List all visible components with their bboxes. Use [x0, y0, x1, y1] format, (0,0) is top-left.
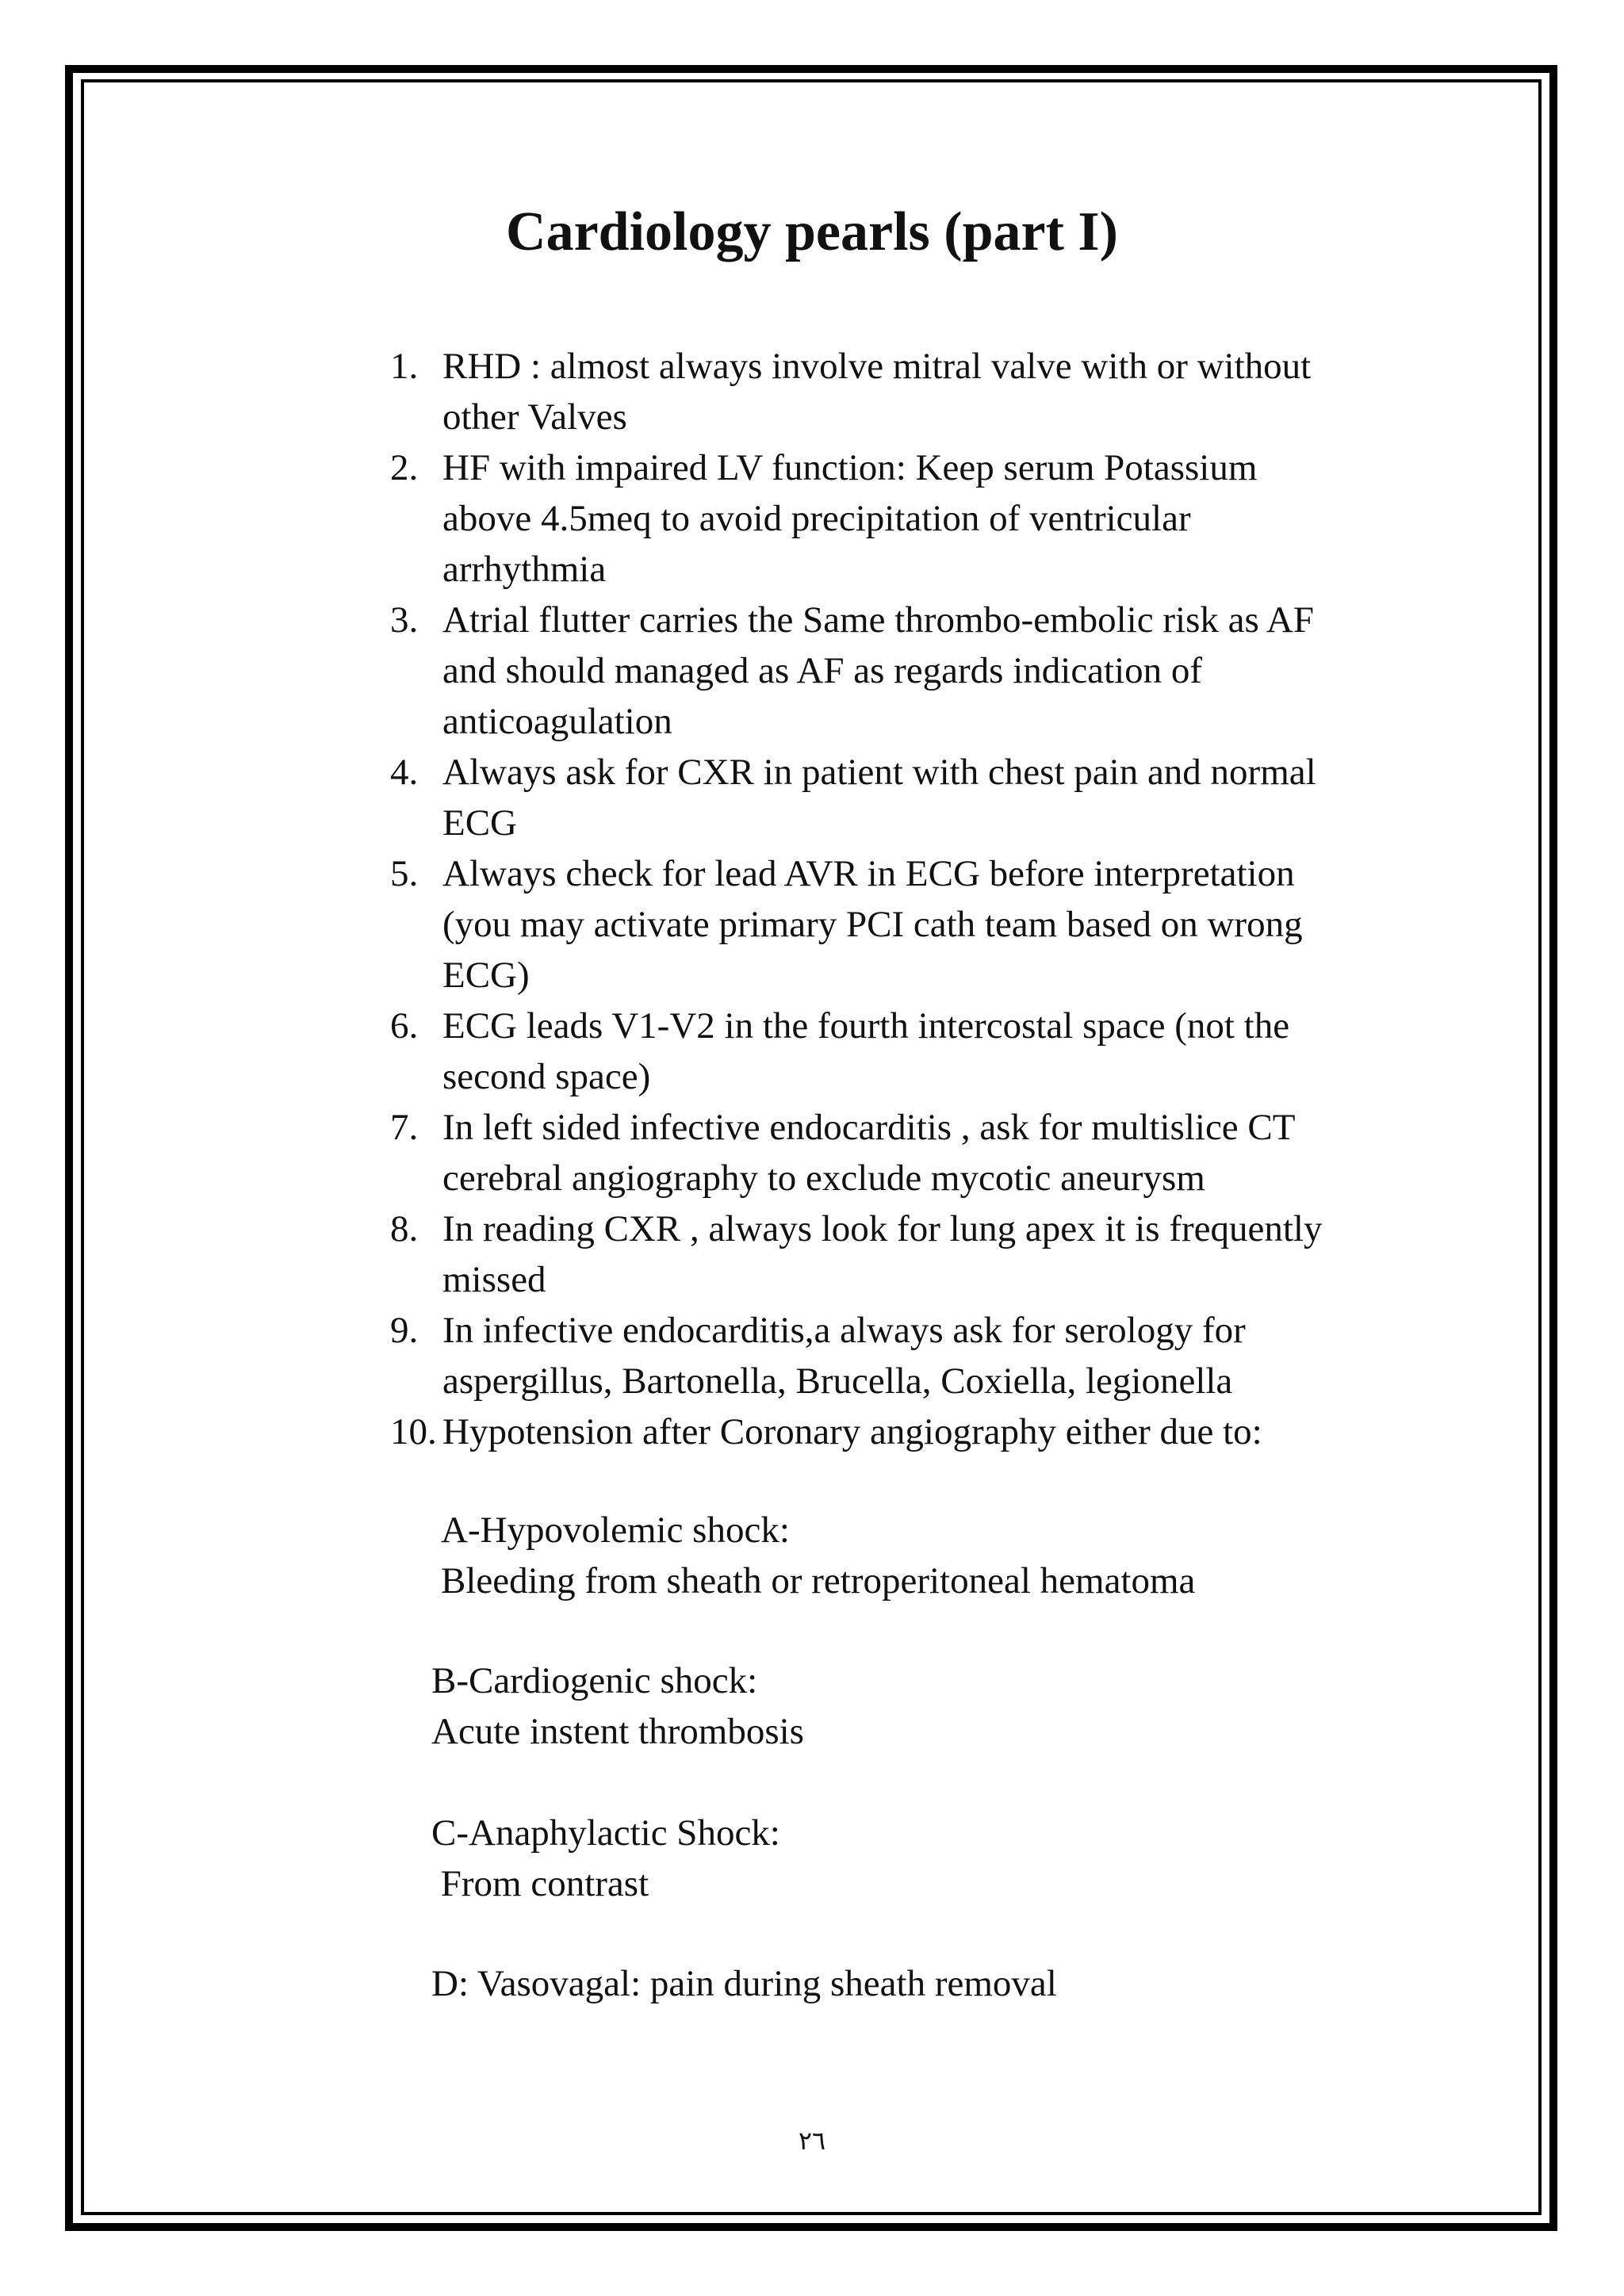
list-item — [390, 747, 1322, 848]
item-line: and should managed as AF as regards indication of — [442, 650, 1203, 691]
item-number: 3. — [390, 599, 419, 641]
list-item — [390, 848, 1322, 1001]
item-line: HF with impaired LV function: Keep serum Potassium — [442, 447, 1258, 488]
item-line: (you may activate primary PCI cath team based on wrong — [442, 904, 1303, 945]
item-line: second space) — [442, 1056, 651, 1097]
item-line: ECG) — [442, 955, 530, 996]
item-line: arrhythmia — [442, 549, 607, 590]
item-number: 6. — [390, 1005, 419, 1047]
item-line: ECG leads V1-V2 in the fourth intercostal space (not the — [442, 1005, 1290, 1047]
list-item — [390, 1406, 1322, 1457]
item-line: anticoagulation — [442, 701, 672, 742]
item-line: Always check for lead AVR in ECG before interpretation — [442, 853, 1295, 894]
item-line: cerebral angiography to exclude mycotic aneurysm — [442, 1158, 1205, 1199]
cause-a-detail: Bleeding from sheath or retroperitoneal hematoma — [441, 1560, 1196, 1601]
list-item — [390, 1001, 1322, 1102]
item-line: In left sided infective endocarditis , ask for multislice CT — [442, 1107, 1296, 1148]
cause-b-heading: B-Cardiogenic shock: — [431, 1660, 758, 1701]
item-number: 9. — [390, 1310, 419, 1351]
cause-c-detail: From contrast — [431, 1863, 649, 1904]
page-number: ٢٦ — [798, 2126, 826, 2155]
item-number: 8. — [390, 1208, 419, 1249]
item-line: Always ask for CXR in patient with chest pain and normal — [442, 752, 1316, 793]
item-number: 7. — [390, 1107, 419, 1148]
item-line: RHD : almost always involve mitral valve with or without — [442, 346, 1312, 387]
item-line: Atrial flutter carries the Same thrombo-embolic risk as AF — [442, 599, 1314, 641]
list-item — [390, 1203, 1322, 1305]
item-line: In reading CXR , always look for lung apex it is frequently — [442, 1208, 1323, 1249]
cause-b-detail: Acute instent thrombosis — [431, 1711, 804, 1752]
cause-a-heading: A-Hypovolemic shock: — [441, 1510, 790, 1551]
item-number: 5. — [390, 853, 419, 894]
item-line: above 4.5meq to avoid precipitation of ventricular — [442, 498, 1191, 539]
item-line: missed — [442, 1259, 546, 1300]
item-line: Hypotension after Coronary angiography either due to: — [442, 1411, 1262, 1452]
item-line: In infective endocarditis,a always ask for serology for — [442, 1310, 1246, 1351]
list-item — [390, 595, 1322, 747]
list-item — [390, 442, 1322, 595]
item-number: 4. — [390, 752, 419, 793]
list-item — [390, 1305, 1322, 1406]
item-line: ECG — [442, 802, 517, 844]
item-number: 1. — [390, 346, 419, 387]
item-number: 2. — [390, 447, 419, 488]
cause-d-heading: D: Vasovagal: pain during sheath removal — [431, 1963, 1057, 2004]
item-number: 10. — [390, 1411, 437, 1452]
pearls-list — [390, 341, 1322, 1457]
cause-c-heading: C-Anaphylactic Shock: — [431, 1812, 780, 1854]
item-line: aspergillus, Bartonella, Brucella, Coxiella, legionella — [442, 1360, 1233, 1402]
page-title: Cardiology pearls (part I) — [506, 201, 1118, 262]
list-item — [390, 1102, 1322, 1203]
item-line: other Valves — [442, 396, 627, 438]
list-item — [390, 341, 1322, 442]
